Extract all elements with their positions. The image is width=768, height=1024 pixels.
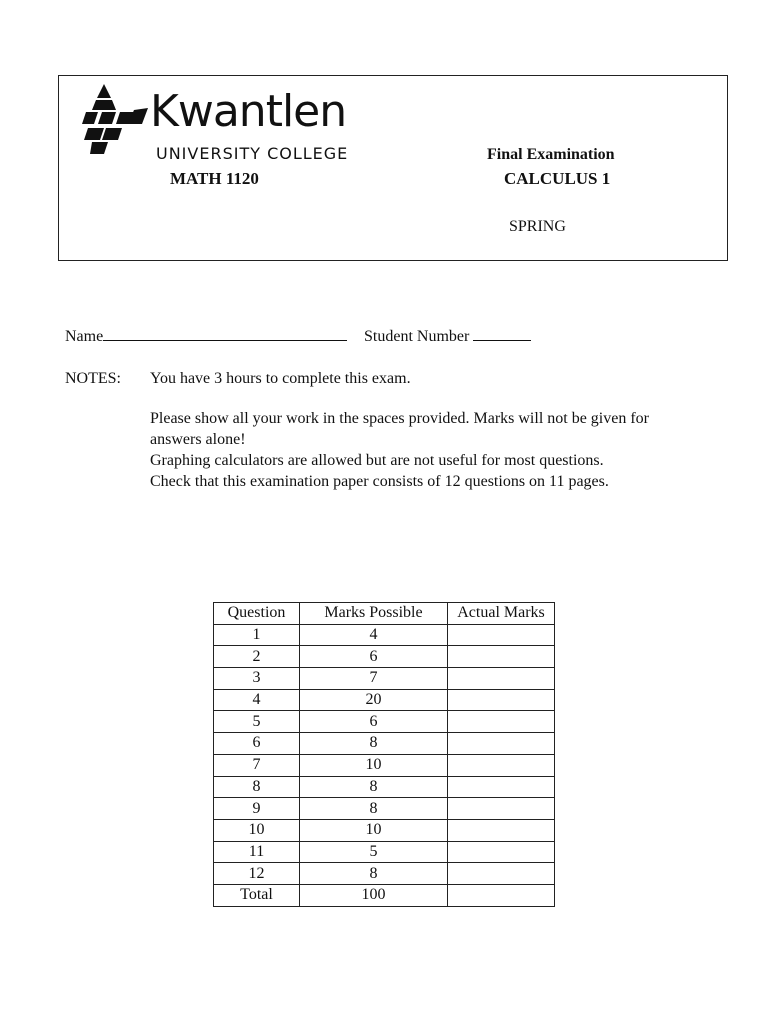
exam-term: SPRING	[509, 218, 566, 235]
question-cell: 12	[214, 863, 300, 885]
exam-title: Final Examination	[487, 146, 615, 163]
question-cell: 3	[214, 668, 300, 690]
actual-marks-cell[interactable]	[448, 646, 555, 668]
table-row	[214, 624, 555, 646]
question-cell: 10	[214, 819, 300, 841]
table-row	[214, 841, 555, 863]
actual-marks-cell[interactable]	[448, 863, 555, 885]
table-row	[214, 819, 555, 841]
actual-marks-cell[interactable]	[448, 841, 555, 863]
course-code: MATH 1120	[170, 169, 259, 188]
question-cell: 2	[214, 646, 300, 668]
student-number-field[interactable]	[364, 326, 531, 346]
table-row	[214, 884, 555, 906]
question-cell: 8	[214, 776, 300, 798]
table-row	[214, 798, 555, 820]
table-row	[214, 733, 555, 755]
name-blank-line[interactable]	[103, 326, 347, 341]
logo-subtitle: UNIVERSITY COLLEGE	[156, 144, 349, 163]
logo-wordmark: Kwantlen	[150, 86, 347, 137]
marks-possible-cell: 20	[300, 689, 448, 711]
marks-possible-cell: 7	[300, 668, 448, 690]
actual-marks-cell[interactable]	[448, 884, 555, 906]
kwantlen-leaf-logo-icon	[82, 84, 148, 154]
notes-label: NOTES:	[65, 370, 121, 387]
note-line: answers alone!	[150, 431, 246, 448]
marks-possible-cell: 8	[300, 863, 448, 885]
actual-marks-cell[interactable]	[448, 689, 555, 711]
actual-marks-cell[interactable]	[448, 776, 555, 798]
header-marks-possible: Marks Possible	[300, 603, 448, 625]
marks-table	[213, 602, 555, 907]
marks-possible-cell: 10	[300, 819, 448, 841]
table-row	[214, 668, 555, 690]
note-line: Check that this examination paper consists of 12 questions on 11 pages.	[150, 473, 609, 490]
marks-possible-cell: 6	[300, 646, 448, 668]
name-label: Name	[65, 328, 104, 345]
question-cell: 9	[214, 798, 300, 820]
note-line: Graphing calculators are allowed but are not useful for most questions.	[150, 452, 604, 469]
marks-possible-cell: 100	[300, 884, 448, 906]
header-question: Question	[214, 603, 300, 625]
actual-marks-cell[interactable]	[448, 711, 555, 733]
note-line: You have 3 hours to complete this exam.	[150, 370, 411, 387]
marks-possible-cell: 8	[300, 776, 448, 798]
marks-possible-cell: 4	[300, 624, 448, 646]
table-row	[214, 754, 555, 776]
name-field[interactable]	[65, 326, 347, 346]
question-cell: 4	[214, 689, 300, 711]
question-cell: Total	[214, 884, 300, 906]
table-row	[214, 711, 555, 733]
actual-marks-cell[interactable]	[448, 754, 555, 776]
question-cell: 11	[214, 841, 300, 863]
table-row	[214, 776, 555, 798]
marks-possible-cell: 8	[300, 798, 448, 820]
marks-possible-cell: 5	[300, 841, 448, 863]
actual-marks-cell[interactable]	[448, 733, 555, 755]
note-line: Please show all your work in the spaces provided. Marks will not be given for	[150, 410, 650, 427]
student-number-blank-line[interactable]	[473, 326, 531, 341]
actual-marks-cell[interactable]	[448, 624, 555, 646]
exam-course: CALCULUS 1	[504, 169, 611, 188]
table-header-row	[214, 603, 555, 625]
table-row	[214, 689, 555, 711]
marks-possible-cell: 6	[300, 711, 448, 733]
question-cell: 6	[214, 733, 300, 755]
actual-marks-cell[interactable]	[448, 668, 555, 690]
student-number-label: Student Number	[364, 328, 470, 345]
question-cell: 7	[214, 754, 300, 776]
question-cell: 5	[214, 711, 300, 733]
marks-possible-cell: 10	[300, 754, 448, 776]
table-row	[214, 863, 555, 885]
table-row	[214, 646, 555, 668]
marks-possible-cell: 8	[300, 733, 448, 755]
actual-marks-cell[interactable]	[448, 798, 555, 820]
question-cell: 1	[214, 624, 300, 646]
header-actual-marks: Actual Marks	[448, 603, 555, 625]
actual-marks-cell[interactable]	[448, 819, 555, 841]
